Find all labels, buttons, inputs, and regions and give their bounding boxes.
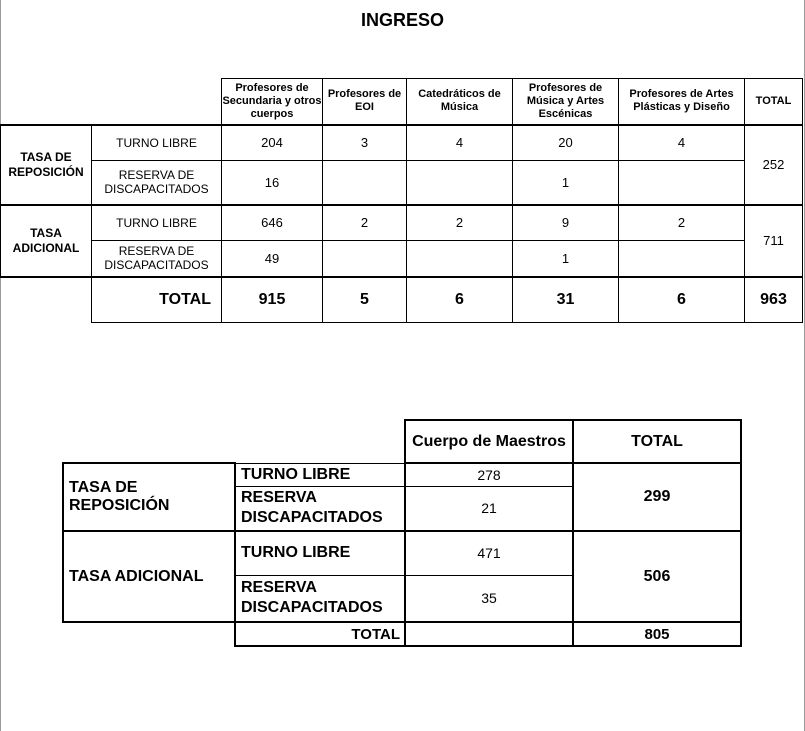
cell	[323, 241, 407, 277]
cell: 278	[405, 463, 573, 486]
cell: 4	[619, 125, 745, 161]
header-catedraticos: Catedráticos de Música	[407, 79, 513, 125]
cell: 1	[513, 161, 619, 205]
total-row-label: TOTAL	[92, 277, 222, 323]
row-label: RESERVA DE DISCAPACITADOS	[92, 161, 222, 205]
header-maestros: Cuerpo de Maestros	[405, 420, 573, 463]
row-label: RESERVA DISCAPACITADOS	[235, 486, 405, 531]
page-title: INGRESO	[360, 10, 444, 30]
header-total: TOTAL	[745, 79, 803, 125]
cell	[323, 161, 407, 205]
cell	[619, 241, 745, 277]
cell: 1	[513, 241, 619, 277]
cell: 471	[405, 531, 573, 575]
cell: 20	[513, 125, 619, 161]
grand-total-cell: 805	[573, 622, 741, 646]
group-label-reposicion: TASA DE REPOSICIÓN	[63, 463, 235, 531]
header-artes-plasticas: Profesores de Artes Plásticas y Diseño	[619, 79, 745, 125]
total-row-label: TOTAL	[235, 622, 405, 646]
cell	[407, 161, 513, 205]
group-total-adicional: 506	[573, 531, 741, 622]
header-secundaria: Profesores de Secundaria y otros cuerpos	[222, 79, 323, 125]
ingreso-table-maestros	[62, 419, 742, 647]
group-total-reposicion: 252	[745, 125, 803, 205]
header-total: TOTAL	[573, 420, 741, 463]
cell: 21	[405, 486, 573, 531]
group-label-adicional: TASA ADICIONAL	[63, 531, 235, 622]
total-cell: 915	[222, 277, 323, 323]
ingreso-table-secondary	[0, 78, 803, 323]
group-label-adicional: TASA ADICIONAL	[1, 205, 92, 277]
cell: 49	[222, 241, 323, 277]
group-label-reposicion: TASA DE REPOSICIÓN	[1, 125, 92, 205]
row-label: TURNO LIBRE	[235, 531, 405, 575]
cell: 9	[513, 205, 619, 241]
cell: 35	[405, 575, 573, 622]
header-musica-artes: Profesores de Música y Artes Escénicas	[513, 79, 619, 125]
cell: 16	[222, 161, 323, 205]
cell: 2	[323, 205, 407, 241]
cell: 3	[323, 125, 407, 161]
cell: 4	[407, 125, 513, 161]
header-eoi: Profesores de EOI	[323, 79, 407, 125]
total-cell: 31	[513, 277, 619, 323]
cell: 2	[619, 205, 745, 241]
cell: 646	[222, 205, 323, 241]
row-label: TURNO LIBRE	[235, 463, 405, 486]
total-row-spacer	[405, 622, 573, 646]
row-label: TURNO LIBRE	[92, 205, 222, 241]
row-label: RESERVA DISCAPACITADOS	[235, 575, 405, 622]
cell: 2	[407, 205, 513, 241]
grand-total-cell: 963	[745, 277, 803, 323]
total-row-blank	[63, 622, 235, 646]
group-total-adicional: 711	[745, 205, 803, 277]
cell: 204	[222, 125, 323, 161]
cell	[407, 241, 513, 277]
header-blank	[63, 420, 405, 463]
total-row-blank	[1, 277, 92, 323]
total-cell: 6	[407, 277, 513, 323]
cell	[619, 161, 745, 205]
header-blank	[1, 79, 222, 125]
group-total-reposicion: 299	[573, 463, 741, 531]
row-label: TURNO LIBRE	[92, 125, 222, 161]
total-cell: 6	[619, 277, 745, 323]
row-label: RESERVA DE DISCAPACITADOS	[92, 241, 222, 277]
total-cell: 5	[323, 277, 407, 323]
